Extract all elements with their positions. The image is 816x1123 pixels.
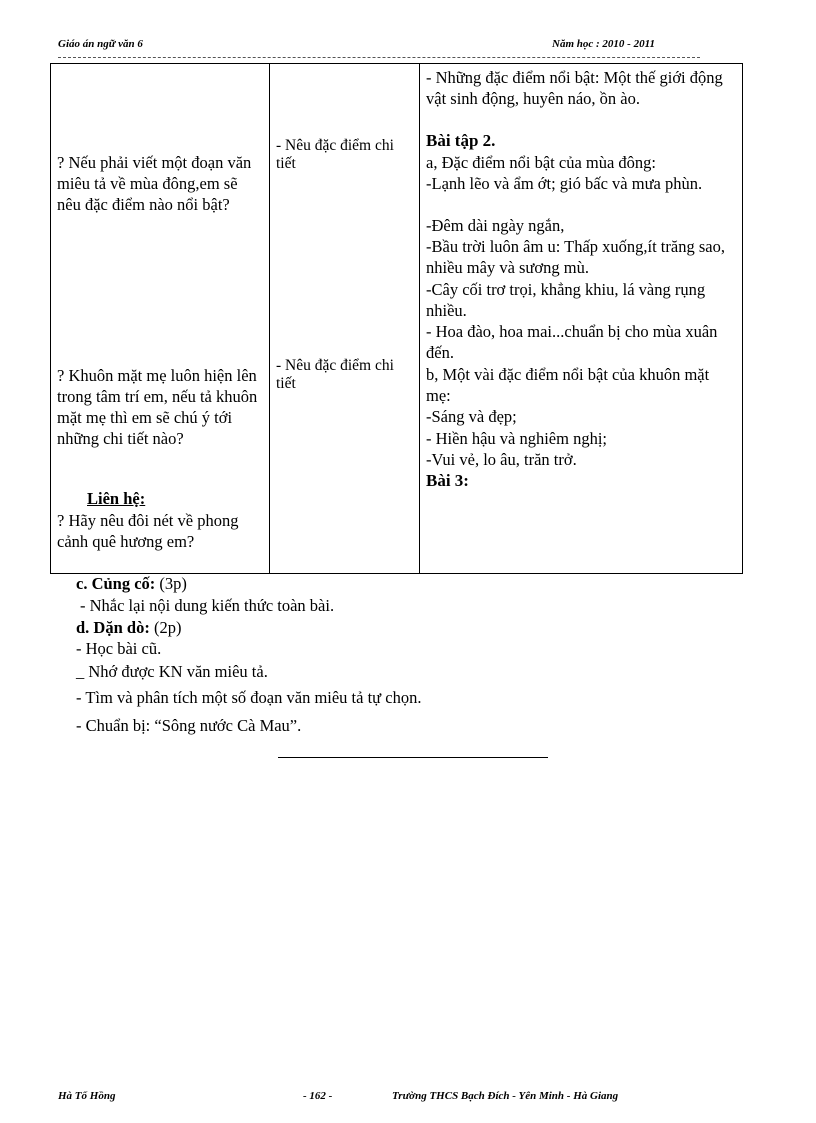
homework-label: d. Dặn dò:: [76, 618, 150, 637]
header-right: Năm học : 2010 - 2011: [552, 38, 655, 50]
footer-author: Hà Tố Hồng: [58, 1090, 116, 1102]
teacher-question-column: [51, 64, 270, 574]
content-intro: - Những đặc điểm nổi bật: Một thế giới động vật sinh động, huyên náo, ồn ào.: [426, 68, 723, 108]
exercise-2-b: b, Một vài đặc điểm nổi bật của khuôn mặt mẹ:: [426, 365, 710, 405]
student-activity-column: [270, 64, 420, 574]
consolidation-label: c. Củng cố:: [76, 574, 156, 593]
lienhe-label: Liên hệ:: [87, 489, 146, 508]
content-column: [420, 64, 743, 574]
exercise-2-title: Bài tập 2.: [426, 131, 496, 150]
exercise-2-a: a, Đặc điểm nổi bật của mùa đông:: [426, 153, 657, 172]
consolidation-item: - Nhắc lại nội dung kiến thức toàn bài.: [80, 596, 335, 615]
exercise-2-a1: -Lạnh lẽo và ẩm ớt; gió bấc và mưa phùn.: [426, 174, 703, 193]
homework-item-2: _ Nhớ được KN văn miêu tả.: [76, 662, 268, 681]
lesson-table: [50, 63, 743, 574]
homework-heading: [76, 617, 181, 639]
exercise-2-a3: -Bầu trời luôn âm u: Thấp xuống,ít trăng sao, nhiều mây và sương mù.: [426, 237, 725, 277]
exercise-2-a5: - Hoa đào, hoa mai...chuẩn bị cho mùa xuân đến.: [426, 322, 718, 362]
question-winter: ? Nếu phải viết một đoạn văn miêu tả về mùa đông,em sẽ nêu đặc điểm nào nổi bật?: [57, 153, 252, 214]
consolidation-time: (3p): [159, 574, 187, 593]
question-mother-face: ? Khuôn mặt mẹ luôn hiện lên trong tâm trí em, nếu tả khuôn mặt mẹ thì em sẽ chú ý tới những chi tiết nào?: [57, 366, 258, 448]
answer-detail-1: - Nêu đặc điểm chi tiết: [276, 137, 394, 172]
answer-detail-2: - Nêu đặc điểm chi tiết: [276, 357, 394, 392]
consolidation-heading: [76, 573, 187, 595]
homework-item-3: - Tìm và phân tích một số đoạn văn miêu tả tự chọn.: [76, 688, 422, 707]
question-homeland: ? Hãy nêu đôi nét về phong cảnh quê hương em?: [57, 511, 239, 551]
exercise-2-b3: -Vui vẻ, lo âu, trăn trở.: [426, 450, 577, 469]
homework-item-1: - Học bài cũ.: [76, 639, 162, 658]
homework-item-4: - Chuẩn bị: “Sông nước Cà Mau”.: [76, 716, 302, 735]
footer-page-number: - 162 -: [303, 1090, 333, 1102]
exercise-3-title: Bài 3:: [426, 471, 469, 490]
exercise-2-b1: -Sáng và đẹp;: [426, 407, 517, 426]
exercise-2-a2: -Đêm dài ngày ngắn,: [426, 216, 565, 235]
exercise-2-b2: - Hiền hậu và nghiêm nghị;: [426, 429, 608, 448]
header-left: Giáo án ngữ văn 6: [58, 38, 143, 50]
header-divider: [58, 57, 700, 58]
exercise-2-a4: -Cây cối trơ trọi, khẳng khiu, lá vàng rụng nhiều.: [426, 280, 706, 320]
end-divider: [278, 757, 548, 758]
footer-school: Trường THCS Bạch Đích - Yên Minh - Hà Giang: [392, 1090, 619, 1102]
homework-time: (2p): [153, 618, 182, 637]
